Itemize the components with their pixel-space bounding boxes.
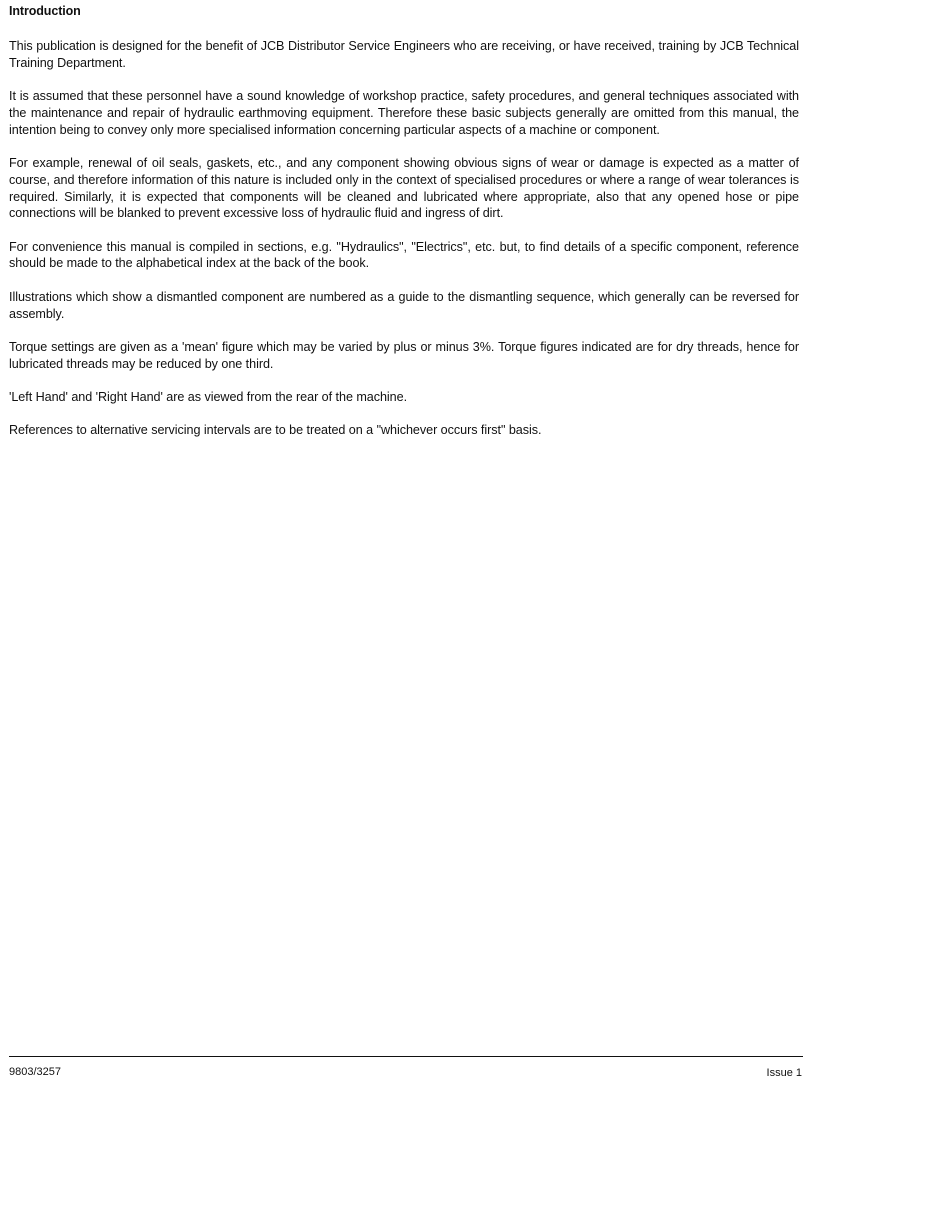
page-heading: Introduction: [9, 4, 81, 18]
paragraph-purpose: This publication is designed for the benefit of JCB Distributor Service Engineers who are receiving, or have received, training by JCB Technical Training Department.: [9, 39, 799, 70]
footer-doc-number: 9803/3257: [9, 1066, 61, 1078]
paragraph-servicing: References to alternative servicing intervals are to be treated on a "whichever occurs first" basis.: [9, 423, 542, 438]
body-text: [9, 38, 799, 456]
paragraph-torque: Torque settings are given as a 'mean' figure which may be varied by plus or minus 3%. Torque figures indicated are for dry threads, hence for lubricated threads may be reduced by one third.: [9, 339, 799, 371]
footer-issue: Issue 1: [766, 1067, 802, 1079]
paragraph-examples: For example, renewal of oil seals, gaskets, etc., and any component showing obvious signs of wear or damage is expected as a matter of course, and therefore information of this nature is included only in the context of specialised procedures or where a range of wear tolerances is required. Similarly, it is expected that components will be cleaned and lubricated where appropriate, also that any opened hose or pipe connections will be blanked to prevent excessive loss of hydraulic fluid and ingress of dirt.: [9, 155, 799, 221]
paragraph-handedness: 'Left Hand' and 'Right Hand' are as viewed from the rear of the machine.: [9, 389, 408, 404]
paragraph-assumptions: It is assumed that these personnel have a sound knowledge of workshop practice, safety procedures, and general techniques associated with the maintenance and repair of hydraulic earthmoving equipment. Therefore these basic subjects generally are omitted from this manual, the intention being to convey only more specialised information concerning particular aspects of a machine or component.: [9, 89, 799, 137]
footer-divider: [9, 1056, 803, 1057]
paragraph-sections: For convenience this manual is compiled in sections, e.g. "Hydraulics", "Electrics", etc. but, to find details of a specific component, reference should be made to the alphabetical index at the back of the book.: [9, 239, 799, 271]
paragraph-illustrations: Illustrations which show a dismantled component are numbered as a guide to the dismantling sequence, which generally can be reversed for assembly.: [9, 289, 799, 321]
